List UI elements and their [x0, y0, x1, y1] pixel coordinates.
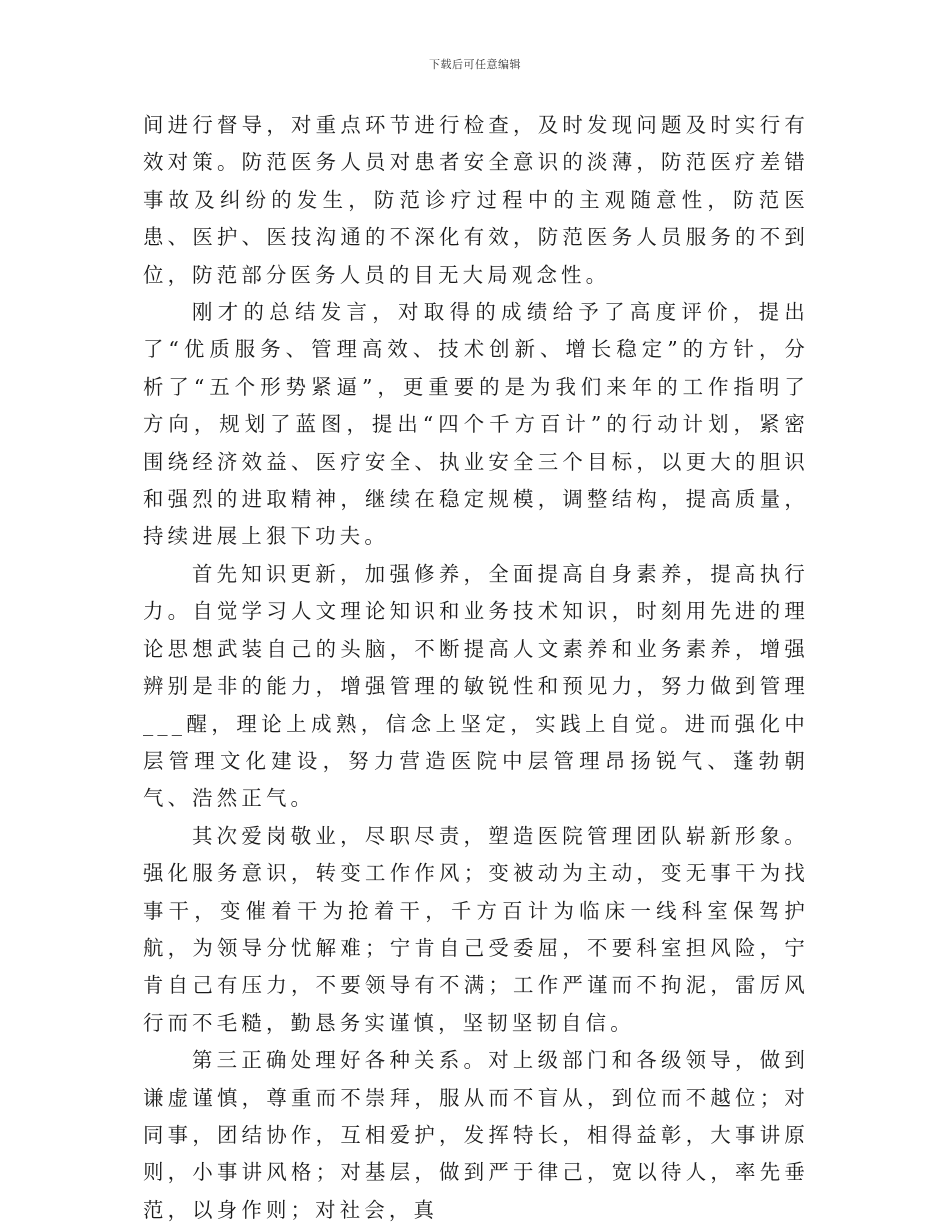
paragraph-dedication: 其次爱岗敬业，尽职尽责，塑造医院管理团队崭新形象。强化服务意识，转变工作作风；变被动为主动，变无事干为找事干，变催着干为抢着干，千方百计为临床一线科室保驾护航，为领导分忧解难；宁肯自己受委屈，不要科室担风险，宁肯自己有压力，不要领导有不满；工作严谨而不拘泥，雷厉风行而不毛糙，勤恳务实谨慎，坚韧坚韧自信。	[143, 823, 809, 1035]
paragraph-summary-speech: 刚才的总结发言，对取得的成绩给予了高度评价，提出了“优质服务、管理高效、技术创新、增长稳定”的方针，分析了“五个形势紧逼”，更重要的是为我们来年的工作指明了方向，规划了蓝图，提出“四个千方百计”的行动计划，紧密围绕经济效益、医疗安全、执业安全三个目标，以更大的胆识和强烈的进取精神，继续在稳定规模，调整结构，提高质量，持续进展上狠下功夫。	[143, 300, 809, 549]
paragraph-continuation: 间进行督导，对重点环节进行检查，及时发现问题及时实行有效对策。防范医务人员对患者安全意识的淡薄，防范医疗差错事故及纠纷的发生，防范诊疗过程中的主观随意性，防范医患、医护、医技沟通的不深化有效，防范医务人员服务的不到位，防范部分医务人员的目无大局观念性。	[143, 113, 809, 287]
page-header: 下载后可任意编辑	[429, 58, 521, 71]
document-body	[143, 107, 809, 1229]
paragraph-knowledge-update: 首先知识更新，加强修养，全面提高自身素养，提高执行力。自觉学习人文理论知识和业务技术知识，时刻用先进的理论思想武装自己的头脑，不断提高人文素养和业务素养，增强辨别是非的能力，增强管理的敏锐性和预见力，努力做到管理___醒，理论上成熟，信念上坚定，实践上自觉。进而强化中层管理文化建设，努力营造医院中层管理昂扬锐气、蓬勃朝气、浩然正气。	[143, 561, 809, 811]
paragraph-relationships: 第三正确处理好各种关系。对上级部门和各级领导，做到谦虚谨慎，尊重而不崇拜，服从而不盲从，到位而不越位；对同事，团结协作，互相爱护，发挥特长，相得益彰，大事讲原则，小事讲风格；对基层，做到严于律己，宽以待人，率先垂范，以身作则；对社会，真	[143, 1048, 809, 1222]
